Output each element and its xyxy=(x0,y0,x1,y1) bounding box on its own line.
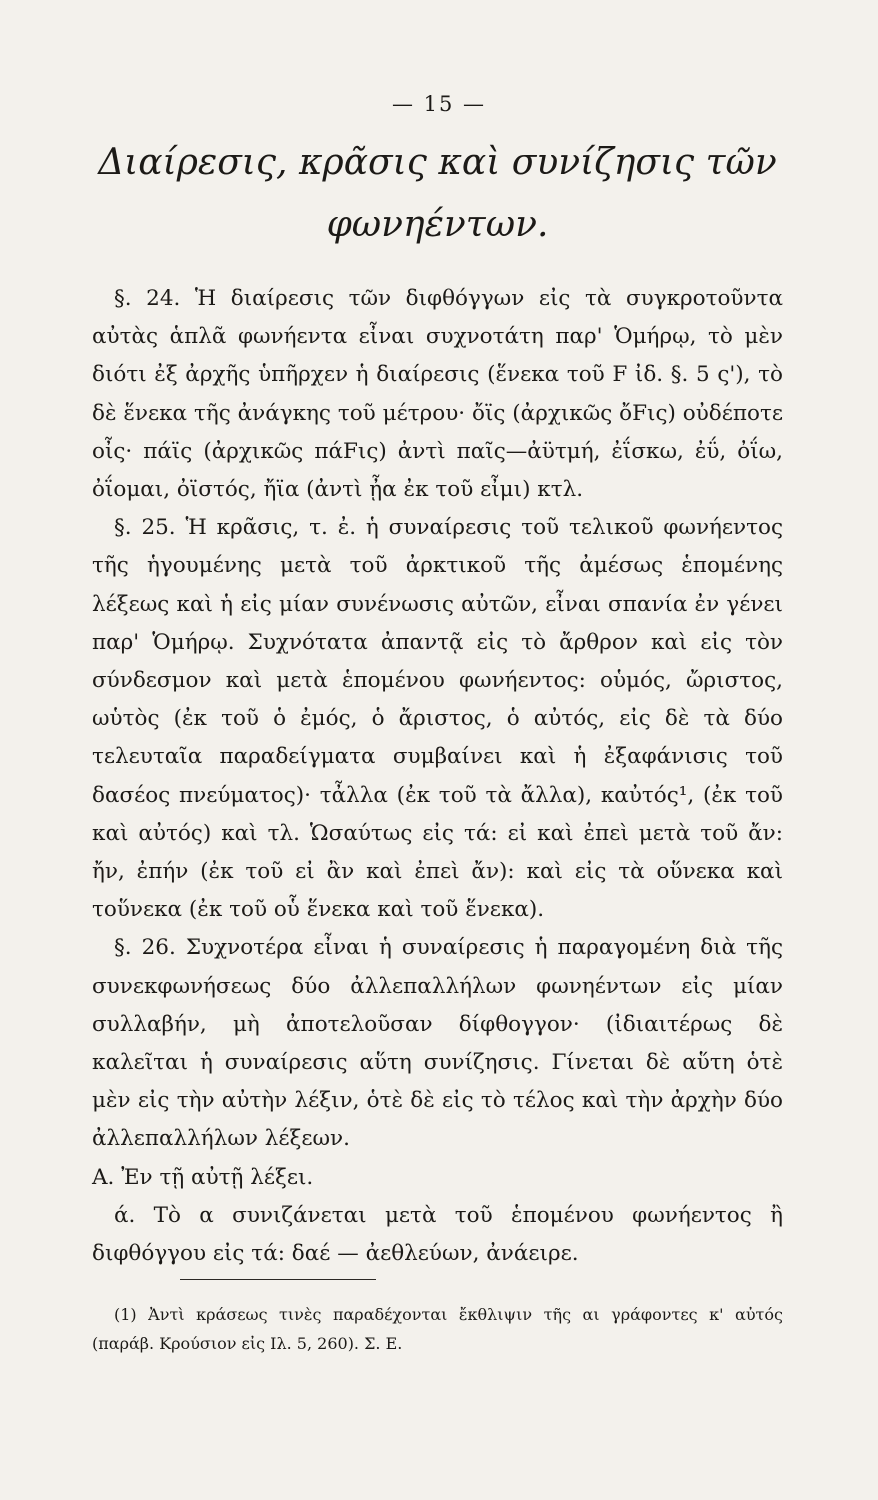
paragraph-25: §. 25. Ἡ κρᾶσις, τ. ἐ. ἡ συναίρεσις τοῦ τελικοῦ φωνήεντος τῆς ἡγουμένης μετὰ τοῦ ἀρκτικοῦ τῆς ἀμέσως ἑπομένης λέξεως καὶ ἡ εἰς μίαν συνένωσις αὐτῶν, εἶναι σπανία ἐν γένει παρ' Ὁμήρῳ. Συχνότατα ἀπαντᾷ εἰς τὸ ἄρθρον καὶ εἰς τὸν σύνδεσμον καὶ μετὰ ἑπομένου φωνήεντος: οὑμός, ὤριστος, ωὑτὸς (ἐκ τοῦ ὁ ἐμός, ὁ ἄριστος, ὁ αὐτός, εἰς δὲ τὰ δύο τελευταῖα παραδείγματα συμβαίνει καὶ ἡ ἐξαφάνισις τοῦ δασέος πνεύματος)· τἆλλα (ἐκ τοῦ τὰ ἄλλα), καὐτός¹, (ἐκ τοῦ καὶ αὐτός) καὶ τλ. Ὡσαύτως εἰς τά: εἰ καὶ ἐπεὶ μετὰ τοῦ ἄν: ἤν, ἐπήν (ἐκ τοῦ εἰ ἂν καὶ ἐπεὶ ἄν): καὶ εἰς τὰ οὕνεκα καὶ τοὕνεκα (ἐκ τοῦ οὗ ἕνεκα καὶ τοῦ ἕνεκα). xyxy=(92,515,783,923)
section-title xyxy=(92,132,783,256)
subheading-a: Α. Ἐν τῇ αὐτῇ λέξει. xyxy=(92,1164,314,1190)
paragraph-26: §. 26. Συχνοτέρα εἶναι ἡ συναίρεσις ἡ παραγομένη διὰ τῆς συνεκφωνήσεως δύο ἀλλεπαλλήλων φωνηέντων εἰς μίαν συλλαβήν, μὴ ἀποτελοῦσαν δίφθογγον· (ἰδιαιτέρως δὲ καλεῖται ἡ συναίρεσις αὕτη συνίζησις. Γίνεται δὲ αὕτη ὁτὲ μὲν εἰς τὴν αὐτὴν λέξιν, ὁτὲ δὲ εἰς τὸ τέλος καὶ τὴν ἀρχὴν δύο ἀλλεπαλλήλων λέξεων. xyxy=(92,935,783,1152)
body-text xyxy=(92,280,783,1273)
page-number: — 15 — xyxy=(391,92,487,116)
footnote: (1) Ἀντὶ κράσεως τινὲς παραδέχονται ἔκθλιψιν τῆς αι γράφοντες κ' αὐτός (παράβ. Κρούσιον εἰς Ιλ. 5, 260). Σ. Ε. xyxy=(92,1305,783,1353)
paragraph-a-prime: ά. Τὸ α συνιζάνεται μετὰ τοῦ ἑπομένου φωνήεντος ἢ διφθόγγου εἰς τά: δαέ — ἀεθλεύων, ἀνάειρε. xyxy=(92,1202,783,1267)
section-title-line-2: φωνηέντων. xyxy=(326,204,549,245)
paragraph-24: §. 24. Ἡ διαίρεσις τῶν διφθόγγων εἰς τὰ συγκροτοῦντα αὐτὰς ἁπλᾶ φωνήεντα εἶναι συχνοτάτη παρ' Ὁμήρῳ, τὸ μὲν διότι ἐξ ἀρχῆς ὑπῆρχεν ἡ διαίρεσις (ἕνεκα τοῦ F ἰδ. §. 5 ς'), τὸ δὲ ἕνεκα τῆς ἀνάγκης τοῦ μέτρου· ὄϊς (ἀρχικῶς ὄFις) οὐδέποτε οἶς· πάϊς (ἀρχικῶς πάFις) ἀντὶ παῖς—ἀϋτμή, ἐΐσκω, ἐΰ, ὀΐω, ὀΐομαι, ὀϊστός, ἤϊα (ἀντὶ ᾖα ἐκ τοῦ εἶμι) κτλ. xyxy=(92,286,783,503)
footnote-divider xyxy=(180,1279,376,1280)
section-title-line-1: Διαίρεσις, κρᾶσις καὶ συνίζησις τῶν xyxy=(98,142,777,183)
